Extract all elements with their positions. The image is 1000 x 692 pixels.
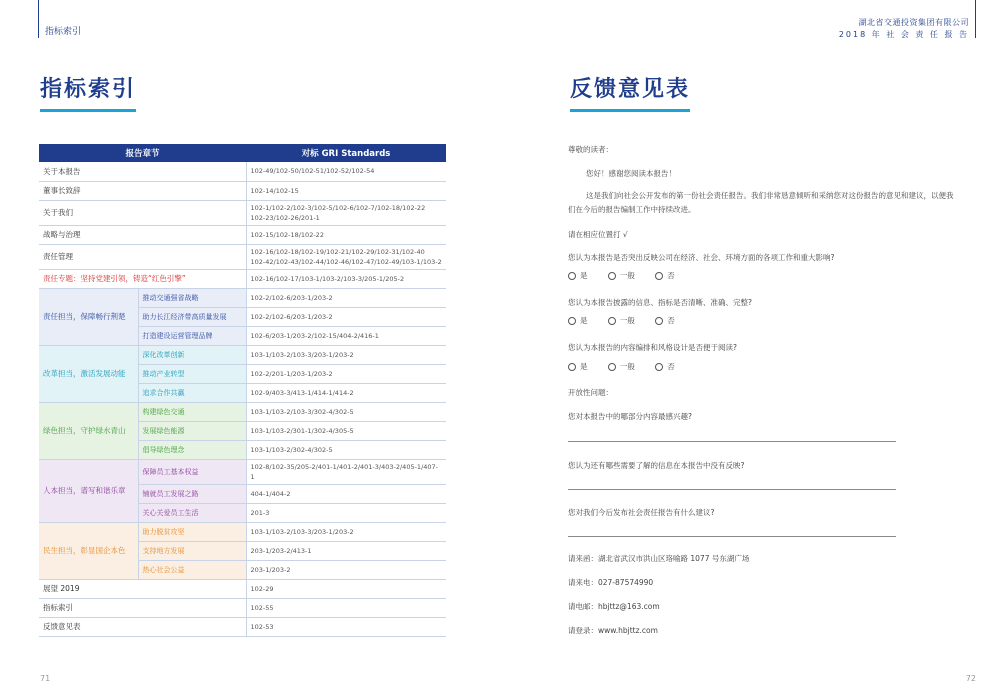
open-question-3: 您对我们今后发布社会责任报告有什么建议? xyxy=(568,508,715,517)
std-line: 102-23/102-26/201-1 xyxy=(250,213,320,222)
radio-icon[interactable] xyxy=(608,272,616,280)
group-label: 改革担当，激活发展动能 xyxy=(39,345,138,402)
option-label: 否 xyxy=(667,271,675,280)
row-std: 102-15/102-18/102-22 xyxy=(246,225,446,244)
table-row xyxy=(39,244,446,269)
greeting: 尊敬的读者： xyxy=(568,145,613,154)
q1-option-no[interactable] xyxy=(655,270,675,281)
row-section: 展望 2019 xyxy=(39,579,246,598)
table-row xyxy=(39,162,446,181)
row-std: 201-3 xyxy=(246,503,446,522)
row-std: 103-1/103-2/103-3/203-1/203-2 xyxy=(246,522,446,541)
option-label: 是 xyxy=(580,271,588,280)
radio-icon[interactable] xyxy=(608,317,616,325)
open-question-2: 您认为还有哪些需要了解的信息在本报告中没有反映? xyxy=(568,461,745,470)
question-3: 您认为本报告的内容编排和风格设计是否便于阅读? xyxy=(568,343,737,352)
table-row xyxy=(39,522,446,541)
table-row xyxy=(39,402,446,421)
row-std: 102-2/102-6/203-1/203-2 xyxy=(246,307,446,326)
row-section: 反馈意见表 xyxy=(39,617,246,636)
group-item: 构建绿色交通 xyxy=(138,402,246,421)
table-header-row xyxy=(39,144,446,162)
intro-line-1: 这是我们向社会公开发布的第一份社会责任报告。我们非常恳意倾听和采纳您对这份报告的意见和建议，以便我 xyxy=(586,191,954,200)
option-label: 是 xyxy=(580,362,588,371)
title-underline xyxy=(570,109,690,112)
group-item: 追求合作共赢 xyxy=(138,383,246,402)
option-label: 一般 xyxy=(619,271,635,280)
std-line: 102-1/102-2/102-3/102-5/102-6/102-7/102-18/102-22 xyxy=(250,203,426,212)
table-row xyxy=(39,617,446,636)
radio-icon[interactable] xyxy=(655,363,663,371)
group-item: 铺就员工发展之路 xyxy=(138,484,246,503)
row-section: 指标索引 xyxy=(39,598,246,617)
q3-option-no[interactable] xyxy=(655,361,675,372)
gri-index-table xyxy=(39,144,446,637)
group-item: 关心关爱员工生活 xyxy=(138,503,246,522)
left-page-title xyxy=(40,72,136,112)
row-section: 董事长致辞 xyxy=(39,181,246,200)
group-item: 助力长江经济带高质量发展 xyxy=(138,307,246,326)
q2-option-average[interactable] xyxy=(608,315,635,326)
option-label: 一般 xyxy=(619,316,635,325)
header-report-title: 2018 年 社 会 责 任 报 告 xyxy=(838,30,969,39)
row-std: 103-1/103-2/301-1/302-4/305-5 xyxy=(246,421,446,440)
header-section-text: 指标索引 xyxy=(45,27,82,37)
row-std: 102-49/102-50/102-51/102-52/102-54 xyxy=(246,162,446,181)
table-row xyxy=(39,288,446,307)
group-item: 保障员工基本权益 xyxy=(138,459,246,484)
std-line: 102-42/102-43/102-44/102-46/102-47/102-49/103-1/103-2 xyxy=(250,257,442,266)
group-item: 支持地方发展 xyxy=(138,541,246,560)
row-std: 102-6/203-1/203-2/102-15/404-2/416-1 xyxy=(246,326,446,345)
row-std: 102-9/403-3/413-1/414-1/414-2 xyxy=(246,383,446,402)
answer-line-3[interactable] xyxy=(568,536,896,537)
row-std: 102-16/102-17/103-1/103-2/103-3/205-1/205-2 xyxy=(246,269,446,288)
row-std: 102-14/102-15 xyxy=(246,181,446,200)
group-item: 深化改革创新 xyxy=(138,345,246,364)
row-std xyxy=(246,200,446,225)
radio-icon[interactable] xyxy=(568,363,576,371)
q3-option-average[interactable] xyxy=(608,361,635,372)
row-section: 战略与治理 xyxy=(39,225,246,244)
contact-web: 请登录：www.hbjttz.com xyxy=(568,626,658,635)
row-section: 关于我们 xyxy=(39,200,246,225)
contact-phone: 请来电：027-87574990 xyxy=(568,578,654,587)
row-section: 关于本报告 xyxy=(39,162,246,181)
row-std: 102-2/102-6/203-1/203-2 xyxy=(246,288,446,307)
group-item: 推动交通强省战略 xyxy=(138,288,246,307)
option-label: 是 xyxy=(580,316,588,325)
q3-option-yes[interactable] xyxy=(568,361,588,372)
radio-icon[interactable] xyxy=(655,272,663,280)
table-row xyxy=(39,181,446,200)
contact-mail: 请来函：湖北省武汉市洪山区珞喻路 1077 号东湖广场 xyxy=(568,554,750,563)
radio-icon[interactable] xyxy=(608,363,616,371)
header-report-info xyxy=(839,0,976,38)
header-section-label xyxy=(38,0,98,38)
intro-line-2: 们在今后的报告编制工作中持续改进。 xyxy=(568,205,696,214)
group-item: 推动产业转型 xyxy=(138,364,246,383)
option-label: 否 xyxy=(667,316,675,325)
answer-line-1[interactable] xyxy=(568,441,896,442)
question-1: 您认为本报告是否突出反映公司在经济、社会、环境方面的各项工作和重大影响? xyxy=(568,253,835,262)
table-row xyxy=(39,200,446,225)
right-title-text: 反馈意见表 xyxy=(570,77,691,102)
open-question-1: 您对本报告中的哪部分内容最感兴趣? xyxy=(568,412,692,421)
left-title-text: 指标索引 xyxy=(40,77,137,102)
q2-options xyxy=(568,315,693,327)
row-std: 102-53 xyxy=(246,617,446,636)
radio-icon[interactable] xyxy=(568,317,576,325)
q1-option-yes[interactable] xyxy=(568,270,588,281)
contact-email: 请电邮：hbjttz@163.com xyxy=(568,602,660,611)
std-line: 102-16/102-18/102-19/102-21/102-29/102-31/102-40 xyxy=(250,247,425,256)
option-label: 一般 xyxy=(619,362,635,371)
row-section-special: 责任专题：坚持党建引领，铸造“红色引擎” xyxy=(39,269,246,288)
row-std: 404-1/404-2 xyxy=(246,484,446,503)
table-row xyxy=(39,459,446,484)
table-row xyxy=(39,598,446,617)
page-number-right: 72 xyxy=(965,674,976,683)
instruction: 请在相应位置打 √ xyxy=(568,230,628,239)
row-std: 102-8/102-35/205-2/401-1/401-2/401-3/403-2/405-1/407-1 xyxy=(246,459,446,484)
q3-options xyxy=(568,361,693,373)
table-row xyxy=(39,345,446,364)
row-std: 102-29 xyxy=(246,579,446,598)
group-label: 绿色担当，守护绿水青山 xyxy=(39,402,138,459)
title-underline xyxy=(40,109,136,112)
q1-option-average[interactable] xyxy=(608,270,635,281)
table-row xyxy=(39,579,446,598)
row-std: 203-1/203-2 xyxy=(246,560,446,579)
group-item: 打造建设运营管理品牌 xyxy=(138,326,246,345)
group-item: 助力脱贫攻坚 xyxy=(138,522,246,541)
radio-icon[interactable] xyxy=(568,272,576,280)
page-number-left: 71 xyxy=(40,674,51,683)
col-header-gri: 对标 GRI Standards xyxy=(246,144,446,162)
row-std: 103-1/103-2/302-4/302-5 xyxy=(246,440,446,459)
hello-text: 您好！感谢您阅读本报告！ xyxy=(586,169,676,178)
group-label: 民生担当，彰显国企本色 xyxy=(39,522,138,579)
open-questions-label: 开放性问题： xyxy=(568,388,613,397)
row-std: 103-1/103-2/103-3/203-1/203-2 xyxy=(246,345,446,364)
row-std: 103-1/103-2/103-3/302-4/302-5 xyxy=(246,402,446,421)
question-2: 您认为本报告披露的信息、指标是否清晰、准确、完整? xyxy=(568,298,752,307)
row-std xyxy=(246,244,446,269)
row-std: 203-1/203-2/413-1 xyxy=(246,541,446,560)
group-label: 责任担当，保障畅行荆楚 xyxy=(39,288,138,345)
q2-option-yes[interactable] xyxy=(568,315,588,326)
row-std: 102-2/201-1/203-1/203-2 xyxy=(246,364,446,383)
table-row xyxy=(39,225,446,244)
q2-option-no[interactable] xyxy=(655,315,675,326)
group-item: 倡导绿色理念 xyxy=(138,440,246,459)
row-section: 责任管理 xyxy=(39,244,246,269)
right-page-title xyxy=(570,72,690,112)
header-company: 湖北省交通投资集团有限公司 xyxy=(858,18,969,27)
answer-line-2[interactable] xyxy=(568,489,896,490)
group-label: 人本担当，谱写和谐乐章 xyxy=(39,459,138,522)
option-label: 否 xyxy=(667,362,675,371)
table-row xyxy=(39,269,446,288)
row-std: 102-55 xyxy=(246,598,446,617)
q1-options xyxy=(568,270,693,282)
group-item: 热心社会公益 xyxy=(138,560,246,579)
radio-icon[interactable] xyxy=(655,317,663,325)
col-header-section: 报告章节 xyxy=(39,144,246,162)
group-item: 发展绿色能源 xyxy=(138,421,246,440)
